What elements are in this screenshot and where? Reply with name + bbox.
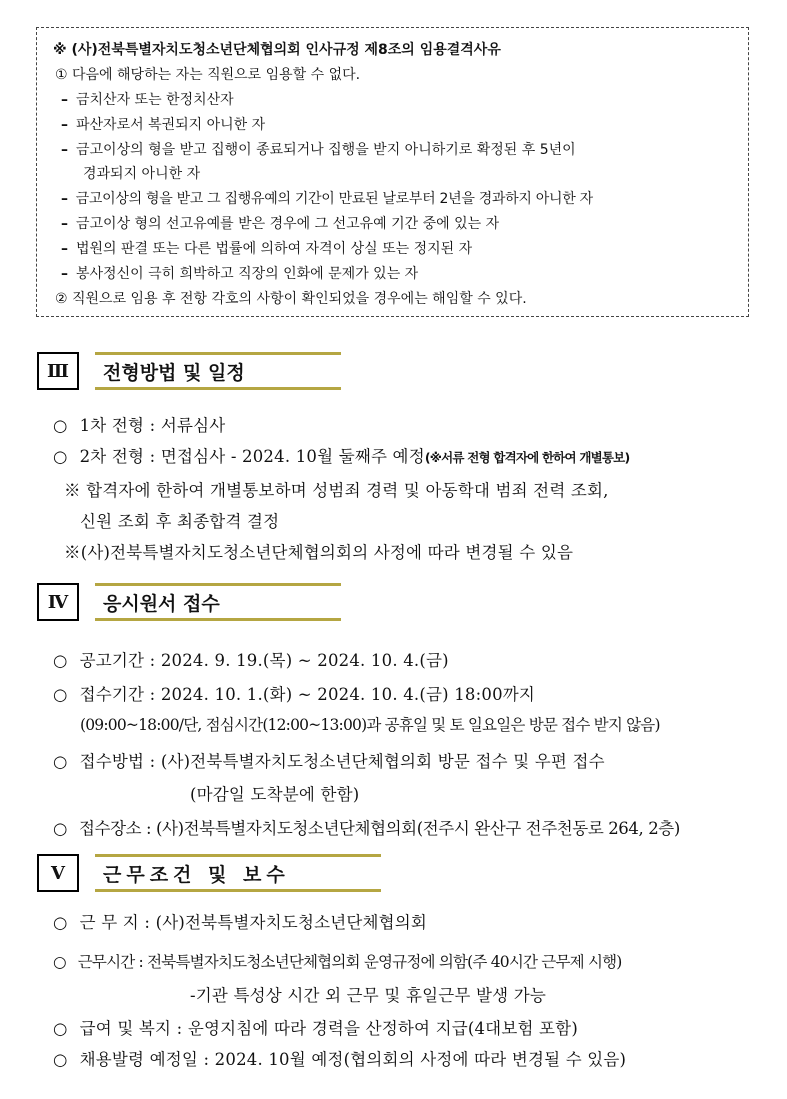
notice-bullet: – 금고이상 형의 선고유예를 받은 경우에 그 선고유예 기간 중에 있는 자 (61, 213, 499, 233)
section-title: 응시원서 접수 (95, 583, 341, 621)
list-item: ○ 채용발령 예정일 : 2024. 10월 예정(협의회의 사정에 따라 변경될 수 있음) (53, 1050, 627, 1069)
list-item: 신원 조회 후 최종합격 결정 (80, 512, 280, 531)
notice-title: ※ (사)전북특별자치도청소년단체협의회 인사규정 제8조의 임용결격사유 (53, 42, 501, 58)
notice-bullet: – 파산자로서 복권되지 아니한 자 (61, 114, 265, 134)
list-item: ○ 근무시간 : 전북특별자치도청소년단체협의회 운영규정에 의함(주 40시간 근무제 시행) (53, 953, 622, 971)
circle-bullet-icon: ○ (53, 651, 68, 670)
circle-bullet-icon: ○ (53, 819, 67, 838)
list-item: ○ 1차 전형 : 서류심사 (53, 416, 226, 435)
list-item: ○ 급여 및 복지 : 운영지침에 따라 경력을 산정하여 지급(4대보험 포함) (53, 1019, 578, 1038)
circle-bullet-icon: ○ (53, 685, 68, 704)
notice-item-2: ② 직원으로 임용 후 전항 각호의 사항이 확인되었을 경우에는 해임할 수 있다. (55, 291, 527, 307)
section-number: Ⅲ (37, 352, 79, 390)
circle-bullet-icon: ○ (53, 1019, 68, 1038)
notice-item-1: ① 다음에 해당하는 자는 직원으로 임용할 수 없다. (55, 67, 361, 83)
notice-bullet: – 금고이상의 형을 받고 그 집행유예의 기간이 만료된 날로부터 2년을 경과하지 아니한 자 (61, 188, 593, 208)
list-item: ※ 합격자에 한하여 개별통보하며 성범죄 경력 및 아동학대 범죄 전력 조회, (64, 481, 609, 500)
notice-bullet: – 금고이상의 형을 받고 집행이 종료되거나 집행을 받지 아니하기로 확정된 후 5년이 (61, 139, 576, 159)
list-item: ○ 공고기간 : 2024. 9. 19.(목) ~ 2024. 10. 4.(금) (53, 651, 449, 670)
section-number: Ⅳ (37, 583, 79, 621)
list-item: (09:00~18:00/단, 점심시간(12:00~13:00)과 공휴일 및 토 일요일은 방문 접수 받지 않음) (80, 716, 660, 734)
list-item: ※(사)전북특별자치도청소년단체협의회의 사정에 따라 변경될 수 있음 (64, 543, 574, 562)
disqualification-notice-box (36, 27, 749, 317)
section-number: Ⅴ (37, 854, 79, 892)
list-item: ○ 접수기간 : 2024. 10. 1.(화) ~ 2024. 10. 4.(금) 18:00까지 (53, 685, 536, 704)
list-item: ○ 접수장소 : (사)전북특별자치도청소년단체협의회(전주시 완산구 전주천동로 264, 2층) (53, 819, 680, 838)
circle-bullet-icon: ○ (53, 447, 68, 466)
section-title: 전형방법 및 일정 (95, 352, 341, 390)
circle-bullet-icon: ○ (53, 416, 68, 435)
interview-note: (※서류 전형 합격자에 한하여 개별통보) (424, 450, 630, 465)
notice-bullet: – 봉사정신이 극히 희박하고 직장의 인화에 문제가 있는 자 (61, 263, 418, 283)
circle-bullet-icon: ○ (53, 913, 68, 932)
notice-bullet: – 법원의 판결 또는 다른 법률에 의하여 자격이 상실 또는 정지된 자 (61, 238, 472, 258)
section-title: 근무조건 및 보수 (95, 854, 381, 892)
circle-bullet-icon: ○ (53, 953, 66, 971)
notice-bullet: – 금치산자 또는 한정치산자 (61, 89, 234, 109)
list-item: (마감일 도착분에 한함) (190, 785, 360, 804)
list-item: ○ 근 무 지 : (사)전북특별자치도청소년단체협의회 (53, 913, 428, 932)
list-item: ○ 2차 전형 : 면접심사 - 2024. 10월 둘째주 예정(※서류 전형 합격자에 한하여 개별통보) (53, 447, 630, 466)
list-item: ○ 접수방법 : (사)전북특별자치도청소년단체협의회 방문 접수 및 우편 접수 (53, 752, 605, 771)
circle-bullet-icon: ○ (53, 752, 68, 771)
list-item: -기관 특성상 시간 외 근무 및 휴일근무 발생 가능 (190, 986, 546, 1005)
circle-bullet-icon: ○ (53, 1050, 68, 1069)
notice-bullet-continuation: 경과되지 아니한 자 (83, 166, 201, 182)
